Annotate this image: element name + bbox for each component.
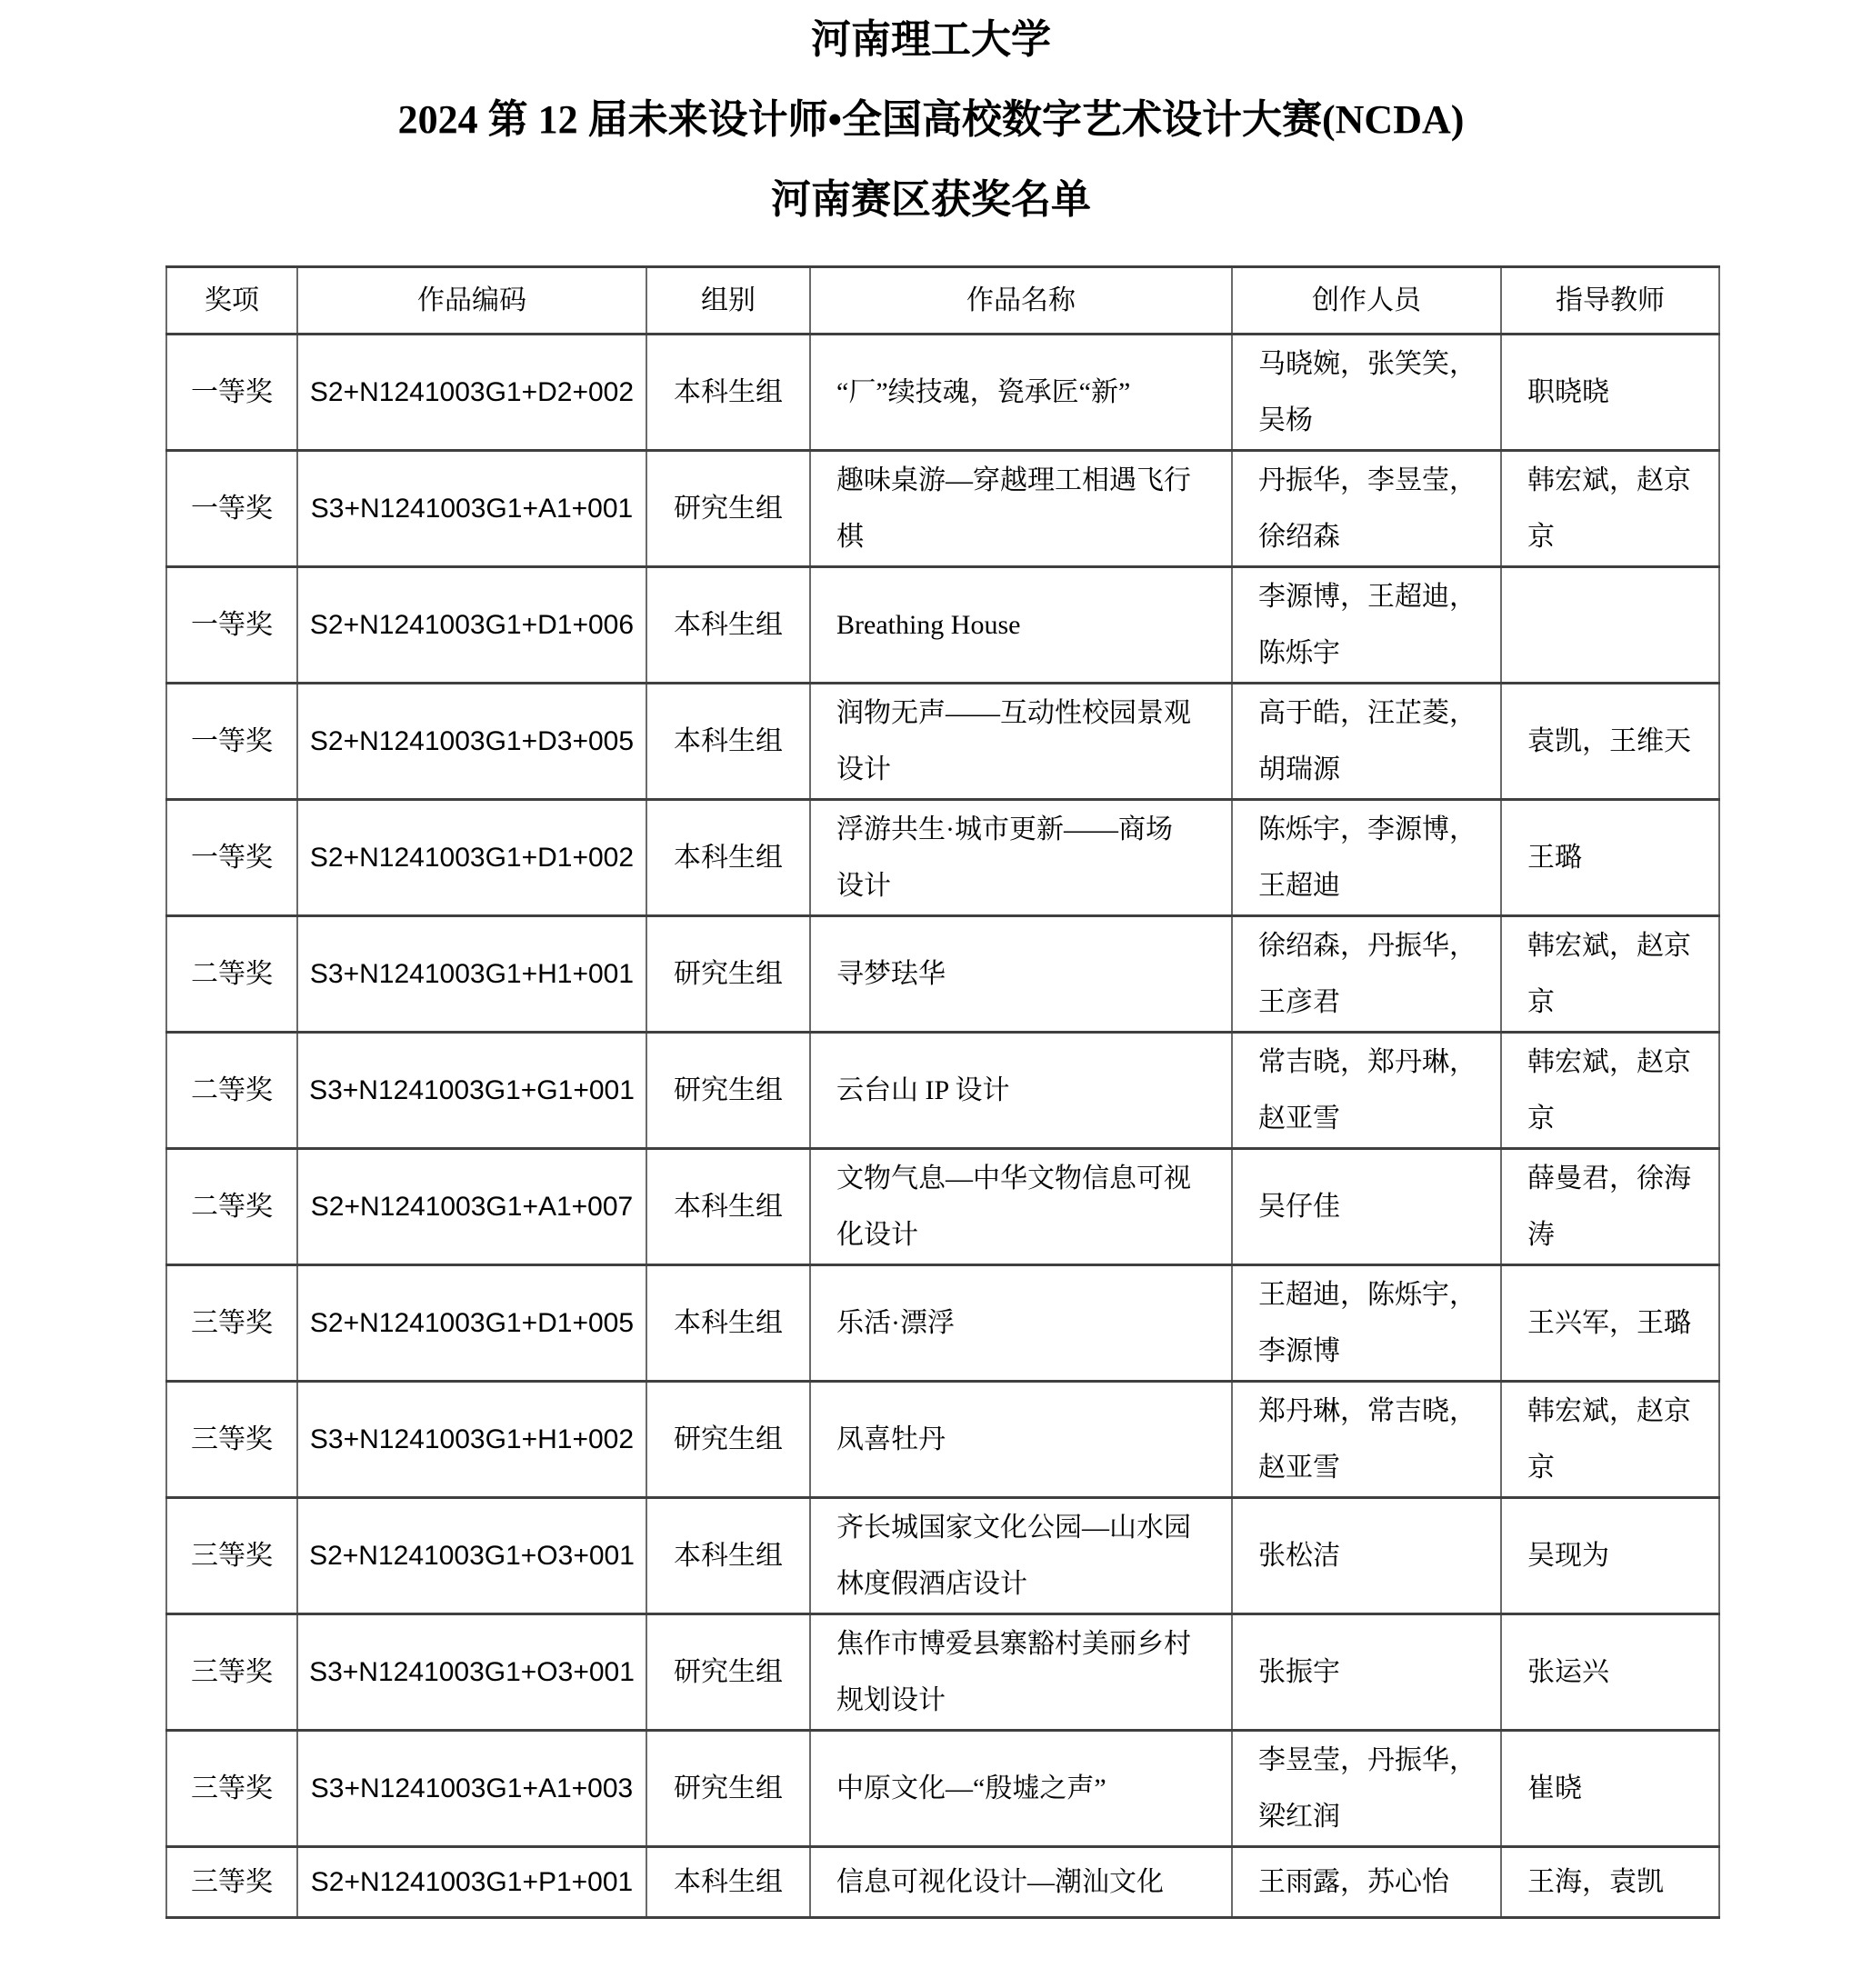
cell-work-title: 焦作市博爱县寨豁村美丽乡村规划设计	[810, 1614, 1232, 1731]
cell-work-title: 中原文化—“殷墟之声”	[810, 1731, 1232, 1847]
cell-award: 三等奖	[166, 1731, 297, 1847]
cell-creators: 吴仔佳	[1232, 1149, 1501, 1265]
cell-group: 本科生组	[646, 684, 810, 800]
awards-table	[165, 265, 1720, 1919]
cell-creators: 高于皓，汪芷菱，胡瑞源	[1232, 684, 1501, 800]
column-header: 组别	[646, 267, 810, 335]
university-title: 河南理工大学	[811, 17, 1051, 62]
cell-advisors: 韩宏斌，赵京京	[1501, 916, 1719, 1033]
cell-award: 三等奖	[166, 1498, 297, 1614]
cell-advisors: 王海，袁凯	[1501, 1847, 1719, 1918]
cell-award: 一等奖	[166, 800, 297, 916]
cell-award: 三等奖	[166, 1614, 297, 1731]
cell-work-code: S2+N1241003G1+D1+005	[297, 1265, 646, 1382]
cell-work-code: S2+N1241003G1+D1+002	[297, 800, 646, 916]
table-row	[166, 800, 1719, 916]
cell-award: 二等奖	[166, 916, 297, 1033]
cell-work-title: 凤喜牡丹	[810, 1382, 1232, 1498]
cell-work-code: S3+N1241003G1+A1+001	[297, 451, 646, 567]
cell-creators: 陈烁宇，李源博，王超迪	[1232, 800, 1501, 916]
table-row	[166, 684, 1719, 800]
table-row	[166, 1382, 1719, 1498]
cell-group: 研究生组	[646, 1382, 810, 1498]
table-row	[166, 1265, 1719, 1382]
cell-work-code: S2+N1241003G1+A1+007	[297, 1149, 646, 1265]
cell-advisors	[1501, 567, 1719, 684]
cell-work-title: 寻梦珐华	[810, 916, 1232, 1033]
cell-work-code: S3+N1241003G1+O3+001	[297, 1614, 646, 1731]
column-header: 作品编码	[297, 267, 646, 335]
cell-advisors: 王璐	[1501, 800, 1719, 916]
cell-work-code: S2+N1241003G1+D2+002	[297, 335, 646, 451]
table-row	[166, 1033, 1719, 1149]
cell-work-code: S3+N1241003G1+H1+002	[297, 1382, 646, 1498]
competition-title: 2024 第 12 届未来设计师•全国高校数字艺术设计大赛(NCDA)	[397, 97, 1465, 142]
cell-award: 一等奖	[166, 335, 297, 451]
cell-creators: 马晓婉，张笑笑，吴杨	[1232, 335, 1501, 451]
cell-advisors: 职晓晓	[1501, 335, 1719, 451]
cell-creators: 常吉晓，郑丹琳，赵亚雪	[1232, 1033, 1501, 1149]
cell-group: 研究生组	[646, 916, 810, 1033]
cell-group: 研究生组	[646, 1033, 810, 1149]
cell-award: 一等奖	[166, 684, 297, 800]
cell-group: 本科生组	[646, 1847, 810, 1918]
cell-advisors: 韩宏斌，赵京京	[1501, 1382, 1719, 1498]
cell-award: 一等奖	[166, 451, 297, 567]
cell-creators: 郑丹琳，常吉晓，赵亚雪	[1232, 1382, 1501, 1498]
cell-work-title: Breathing House	[810, 567, 1232, 684]
cell-group: 本科生组	[646, 567, 810, 684]
table-row	[166, 1847, 1719, 1918]
cell-work-title: “厂”续技魂，瓷承匠“新”	[810, 335, 1232, 451]
cell-advisors: 王兴军，王璐	[1501, 1265, 1719, 1382]
cell-work-title: 文物气息—中华文物信息可视化设计	[810, 1149, 1232, 1265]
cell-creators: 李源博，王超迪，陈烁宇	[1232, 567, 1501, 684]
table-row	[166, 1498, 1719, 1614]
cell-creators: 丹振华，李昱莹，徐绍森	[1232, 451, 1501, 567]
table-row	[166, 335, 1719, 451]
table-row	[166, 1731, 1719, 1847]
cell-creators: 李昱莹，丹振华，梁红润	[1232, 1731, 1501, 1847]
list-title: 河南赛区获奖名单	[771, 177, 1091, 222]
cell-group: 本科生组	[646, 1265, 810, 1382]
column-header: 指导教师	[1501, 267, 1719, 335]
cell-advisors: 袁凯，王维天	[1501, 684, 1719, 800]
cell-work-code: S2+N1241003G1+D3+005	[297, 684, 646, 800]
cell-group: 研究生组	[646, 1731, 810, 1847]
cell-work-title: 润物无声——互动性校园景观设计	[810, 684, 1232, 800]
cell-work-title: 乐活·漂浮	[810, 1265, 1232, 1382]
column-header: 奖项	[166, 267, 297, 335]
cell-creators: 王雨露，苏心怡	[1232, 1847, 1501, 1918]
column-header: 创作人员	[1232, 267, 1501, 335]
cell-group: 研究生组	[646, 1614, 810, 1731]
cell-creators: 徐绍森，丹振华，王彦君	[1232, 916, 1501, 1033]
cell-group: 本科生组	[646, 800, 810, 916]
cell-group: 本科生组	[646, 335, 810, 451]
cell-work-title: 浮游共生·城市更新——商场设计	[810, 800, 1232, 916]
cell-work-title: 信息可视化设计—潮汕文化	[810, 1847, 1232, 1918]
cell-creators: 张松洁	[1232, 1498, 1501, 1614]
column-header: 作品名称	[810, 267, 1232, 335]
cell-advisors: 韩宏斌，赵京京	[1501, 1033, 1719, 1149]
cell-advisors: 吴现为	[1501, 1498, 1719, 1614]
cell-work-title: 云台山 IP 设计	[810, 1033, 1232, 1149]
cell-award: 三等奖	[166, 1847, 297, 1918]
cell-award: 二等奖	[166, 1149, 297, 1265]
cell-advisors: 薛曼君，徐海涛	[1501, 1149, 1719, 1265]
cell-work-title: 趣味桌游—穿越理工相遇飞行棋	[810, 451, 1232, 567]
table-row	[166, 1614, 1719, 1731]
cell-work-code: S2+N1241003G1+P1+001	[297, 1847, 646, 1918]
cell-work-code: S3+N1241003G1+A1+003	[297, 1731, 646, 1847]
cell-award: 二等奖	[166, 1033, 297, 1149]
table-row	[166, 916, 1719, 1033]
cell-advisors: 韩宏斌，赵京京	[1501, 451, 1719, 567]
cell-work-code: S2+N1241003G1+D1+006	[297, 567, 646, 684]
cell-creators: 张振宇	[1232, 1614, 1501, 1731]
table-row	[166, 451, 1719, 567]
table-row	[166, 1149, 1719, 1265]
cell-advisors: 崔晓	[1501, 1731, 1719, 1847]
cell-group: 本科生组	[646, 1498, 810, 1614]
cell-work-code: S3+N1241003G1+G1+001	[297, 1033, 646, 1149]
cell-work-title: 齐长城国家文化公园—山水园林度假酒店设计	[810, 1498, 1232, 1614]
cell-award: 三等奖	[166, 1382, 297, 1498]
cell-creators: 王超迪，陈烁宇，李源博	[1232, 1265, 1501, 1382]
cell-award: 三等奖	[166, 1265, 297, 1382]
table-row	[166, 567, 1719, 684]
cell-group: 研究生组	[646, 451, 810, 567]
title-block	[0, 0, 1862, 240]
cell-group: 本科生组	[646, 1149, 810, 1265]
cell-award: 一等奖	[166, 567, 297, 684]
table-header-row	[166, 267, 1719, 335]
cell-advisors: 张运兴	[1501, 1614, 1719, 1731]
cell-work-code: S3+N1241003G1+H1+001	[297, 916, 646, 1033]
cell-work-code: S2+N1241003G1+O3+001	[297, 1498, 646, 1614]
